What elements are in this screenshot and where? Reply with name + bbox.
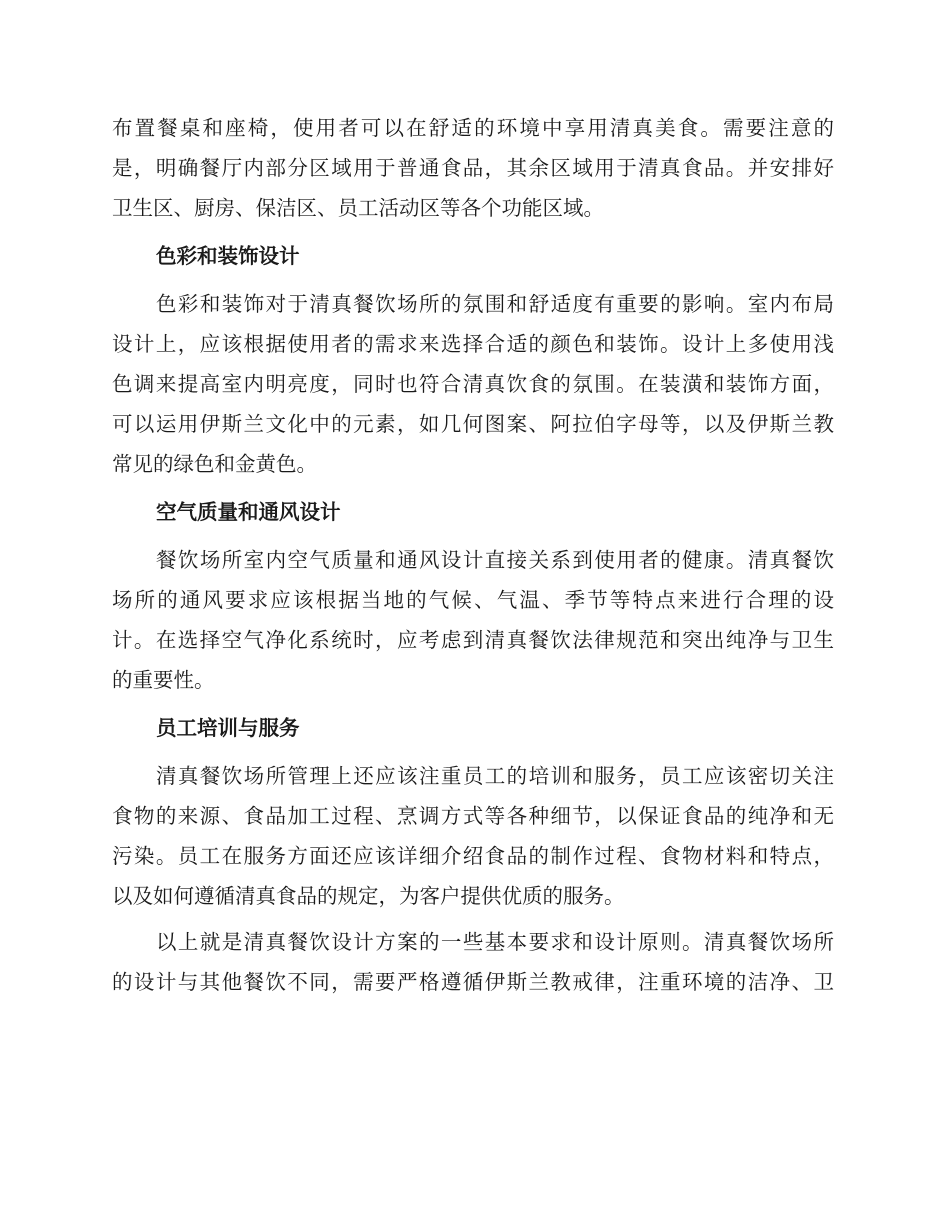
intro-paragraph bbox=[112, 108, 834, 228]
paragraph-line: 色彩和装饰对于清真餐饮场所的氛围和舒适度有重要的影响。室内布局 bbox=[156, 292, 834, 316]
paragraph-line: 食物的来源、食品加工过程、烹调方式等各种细节，以保证食品的纯净和无 bbox=[112, 804, 834, 828]
paragraph-line: 场所的通风要求应该根据当地的气候、气温、季节等特点来进行合理的设 bbox=[112, 588, 834, 612]
section-heading-air-ventilation: 空气质量和通风设计 bbox=[156, 500, 341, 524]
paragraph-line: 可以运用伊斯兰文化中的元素，如几何图案、阿拉伯字母等，以及伊斯兰教 bbox=[112, 412, 834, 436]
paragraph-line: 常见的绿色和金黄色。 bbox=[112, 452, 317, 476]
document-body bbox=[112, 108, 834, 1002]
paragraph-line: 以及如何遵循清真食品的规定，为客户提供优质的服务。 bbox=[112, 884, 625, 908]
paragraph-line: 的设计与其他餐饮不同，需要严格遵循伊斯兰教戒律，注重环境的洁净、卫 bbox=[112, 970, 834, 994]
paragraph-line: 计。在选择空气净化系统时，应考虑到清真餐饮法律规范和突出纯净与卫生 bbox=[112, 628, 834, 652]
section-paragraph-air-ventilation bbox=[112, 540, 834, 700]
paragraph-line: 布置餐桌和座椅，使用者可以在舒适的环境中享用清真美食。需要注意的 bbox=[112, 116, 834, 140]
section-heading-color-decoration: 色彩和装饰设计 bbox=[156, 244, 300, 268]
section-paragraph-staff-training bbox=[112, 756, 834, 916]
paragraph-line: 卫生区、厨房、保洁区、员工活动区等各个功能区域。 bbox=[112, 196, 604, 220]
paragraph-line: 设计上，应该根据使用者的需求来选择合适的颜色和装饰。设计上多使用浅 bbox=[112, 332, 834, 356]
paragraph-line: 污染。员工在服务方面还应该详细介绍食品的制作过程、食物材料和特点， bbox=[112, 844, 834, 868]
paragraph-line: 以上就是清真餐饮设计方案的一些基本要求和设计原则。清真餐饮场所 bbox=[156, 930, 834, 954]
paragraph-line: 餐饮场所室内空气质量和通风设计直接关系到使用者的健康。清真餐饮 bbox=[156, 548, 834, 572]
paragraph-line: 色调来提高室内明亮度，同时也符合清真饮食的氛围。在装潢和装饰方面， bbox=[112, 372, 834, 396]
paragraph-line: 是，明确餐厅内部分区域用于普通食品，其余区域用于清真食品。并安排好 bbox=[112, 156, 834, 180]
section-paragraph-color-decoration bbox=[112, 284, 834, 484]
conclusion-paragraph bbox=[112, 922, 834, 1002]
section-heading-staff-training: 员工培训与服务 bbox=[156, 716, 300, 740]
paragraph-line: 的重要性。 bbox=[112, 668, 215, 692]
paragraph-line: 清真餐饮场所管理上还应该注重员工的培训和服务，员工应该密切关注 bbox=[156, 764, 834, 788]
